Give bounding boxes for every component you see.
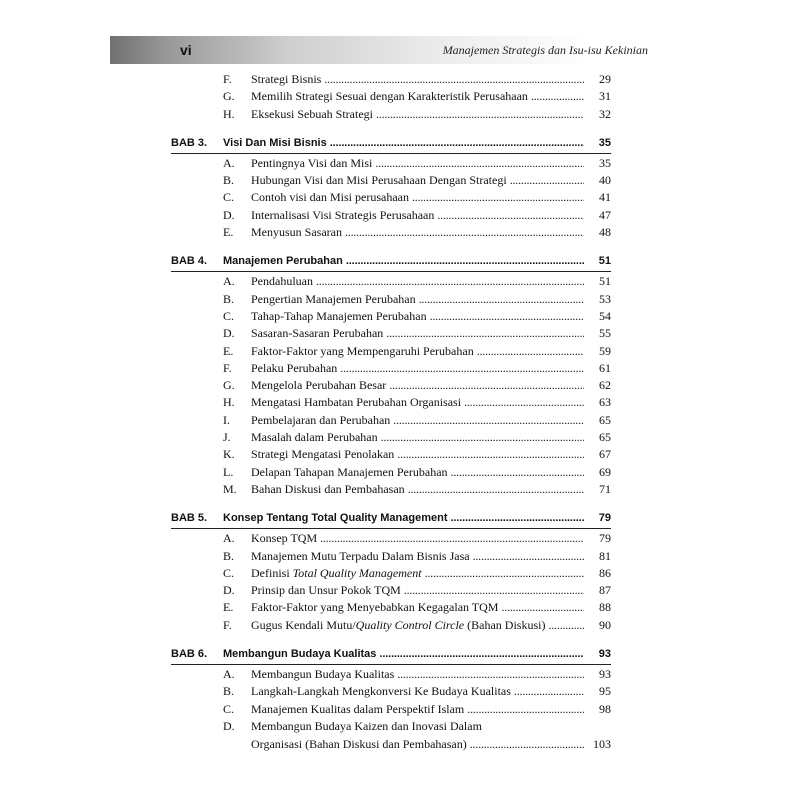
toc-entry[interactable] bbox=[171, 89, 611, 106]
entry-title: Gugus Kendali Mutu/Quality Control Circle (Bahan Diskusi) bbox=[251, 617, 546, 632]
entry-page: 40 bbox=[599, 173, 611, 188]
toc-entry[interactable] bbox=[171, 600, 611, 617]
chapter-number: BAB 3. bbox=[171, 136, 208, 149]
entry-letter: A. bbox=[223, 531, 235, 546]
entry-page: 62 bbox=[599, 378, 611, 393]
entry-letter: L. bbox=[223, 464, 234, 479]
entry-title-line2: Organisasi (Bahan Diskusi dan Pembahasan) bbox=[251, 736, 467, 751]
toc-entry[interactable] bbox=[171, 309, 611, 326]
entry-letter: C. bbox=[223, 701, 235, 716]
entry-letter: A. bbox=[223, 667, 235, 682]
entry-letter: H. bbox=[223, 395, 235, 410]
entry-page: 69 bbox=[599, 464, 611, 479]
entry-letter: E. bbox=[223, 225, 234, 240]
entry-title: Memilih Strategi Sesuai dengan Karakteristik Perusahaan bbox=[251, 89, 528, 104]
entry-page: 103 bbox=[593, 736, 611, 751]
entry-page: 71 bbox=[599, 481, 611, 496]
chapter-title: Konsep Tentang Total Quality Management bbox=[223, 512, 448, 525]
entry-letter: D. bbox=[223, 718, 235, 733]
entry-letter: K. bbox=[223, 447, 235, 462]
entry-title: Pengertian Manajemen Perubahan bbox=[251, 291, 416, 306]
toc-entry[interactable] bbox=[171, 531, 611, 548]
entry-title: Pentingnya Visi dan Misi bbox=[251, 155, 373, 170]
toc-entry[interactable] bbox=[171, 395, 611, 412]
entry-letter: G. bbox=[223, 89, 235, 104]
entry-page: 98 bbox=[599, 701, 611, 716]
toc-entry[interactable] bbox=[171, 274, 611, 291]
running-title: Manajemen Strategis dan Isu-isu Kekinian bbox=[442, 43, 648, 57]
entry-page: 48 bbox=[599, 225, 611, 240]
entry-page: 86 bbox=[599, 565, 611, 580]
entry-title: Hubungan Visi dan Misi Perusahaan Dengan Strategi bbox=[251, 173, 507, 188]
entry-page: 93 bbox=[599, 667, 611, 682]
entry-title: Bahan Diskusi dan Pembahasan bbox=[251, 481, 405, 496]
entry-letter: J. bbox=[223, 430, 231, 445]
entry-letter: B. bbox=[223, 548, 235, 563]
entry-page: 90 bbox=[599, 617, 611, 632]
entry-letter: G. bbox=[223, 378, 235, 393]
entry-title: Definisi Total Quality Management bbox=[251, 565, 422, 580]
entry-title: Mengelola Perubahan Besar bbox=[251, 378, 387, 393]
entry-letter: D. bbox=[223, 207, 235, 222]
entry-title: Mengatasi Hambatan Perubahan Organisasi bbox=[251, 395, 462, 410]
toc-entry[interactable] bbox=[171, 667, 611, 684]
entry-letter: C. bbox=[223, 308, 235, 323]
entry-page: 35 bbox=[599, 155, 611, 170]
chapter-title: Membangun Budaya Kualitas bbox=[223, 648, 377, 661]
toc-entry[interactable] bbox=[171, 549, 611, 566]
entry-title: Menyusun Sasaran bbox=[251, 225, 342, 240]
toc-entry[interactable] bbox=[171, 378, 611, 395]
toc-entry[interactable] bbox=[171, 465, 611, 482]
entry-page: 95 bbox=[599, 684, 611, 699]
entry-letter: A. bbox=[223, 155, 235, 170]
entry-letter: B. bbox=[223, 684, 235, 699]
chapter-number: BAB 6. bbox=[171, 648, 208, 661]
toc-entry[interactable] bbox=[171, 344, 611, 361]
toc-entry[interactable] bbox=[171, 156, 611, 173]
chapter-page: 51 bbox=[598, 255, 611, 268]
toc-entry[interactable] bbox=[171, 292, 611, 309]
entry-page: 55 bbox=[599, 326, 611, 341]
entry-title: Strategi Bisnis bbox=[251, 72, 322, 86]
entry-title: Pelaku Perubahan bbox=[251, 360, 338, 375]
entry-page: 47 bbox=[599, 207, 611, 222]
chapter-heading[interactable] bbox=[171, 645, 611, 667]
entry-page: 29 bbox=[599, 72, 611, 86]
toc-entry[interactable] bbox=[171, 107, 611, 124]
toc-entry[interactable] bbox=[171, 72, 611, 89]
entry-letter: D. bbox=[223, 583, 235, 598]
entry-page: 65 bbox=[599, 412, 611, 427]
entry-page: 59 bbox=[599, 343, 611, 358]
entry-page: 53 bbox=[599, 291, 611, 306]
entry-page: 54 bbox=[599, 308, 611, 323]
chapter-number: BAB 5. bbox=[171, 512, 208, 525]
entry-letter: M. bbox=[223, 481, 237, 496]
toc-entry[interactable] bbox=[171, 684, 611, 701]
toc-entry[interactable] bbox=[171, 326, 611, 343]
entry-title: Strategi Mengatasi Penolakan bbox=[251, 447, 395, 462]
entry-title: Tahap-Tahap Manajemen Perubahan bbox=[251, 308, 427, 323]
page-number: vi bbox=[180, 42, 192, 58]
toc-entry[interactable] bbox=[171, 719, 611, 737]
entry-title: Sasaran-Sasaran Perubahan bbox=[251, 326, 384, 341]
entry-page: 81 bbox=[599, 548, 611, 563]
toc-entry[interactable] bbox=[171, 430, 611, 447]
entry-title: Pembelajaran dan Perubahan bbox=[251, 412, 391, 427]
chapter-page: 35 bbox=[598, 136, 611, 149]
entry-title: Faktor-Faktor yang Menyebabkan Kegagalan TQM bbox=[251, 600, 499, 615]
toc-entry[interactable] bbox=[171, 618, 611, 635]
entry-title: Delapan Tahapan Manajemen Perubahan bbox=[251, 464, 448, 479]
entry-title: Prinsip dan Unsur Pokok TQM bbox=[251, 583, 401, 598]
entry-page: 31 bbox=[599, 89, 611, 104]
entry-letter: H. bbox=[223, 106, 235, 121]
table-of-contents bbox=[171, 72, 611, 755]
entry-letter: E. bbox=[223, 343, 234, 358]
chapter-heading[interactable] bbox=[171, 509, 611, 531]
entry-page: 79 bbox=[599, 531, 611, 546]
entry-page: 51 bbox=[599, 274, 611, 289]
chapter-title: Manajemen Perubahan bbox=[223, 255, 343, 268]
toc-entry[interactable] bbox=[171, 225, 611, 242]
entry-letter: E. bbox=[223, 600, 234, 615]
entry-letter: C. bbox=[223, 190, 235, 205]
entry-letter: C. bbox=[223, 565, 235, 580]
chapter-heading[interactable] bbox=[171, 134, 611, 156]
entry-letter: B. bbox=[223, 173, 235, 188]
toc-entry[interactable] bbox=[171, 190, 611, 207]
entry-letter: F. bbox=[223, 72, 232, 86]
chapter-page: 93 bbox=[598, 648, 611, 661]
entry-title: Pendahuluan bbox=[251, 274, 313, 289]
toc-entry[interactable] bbox=[171, 361, 611, 378]
entry-letter: I. bbox=[223, 412, 230, 427]
entry-title: Membangun Budaya Kaizen dan Inovasi Dalam bbox=[251, 718, 482, 733]
entry-title: Membangun Budaya Kualitas bbox=[251, 667, 395, 682]
entry-page: 63 bbox=[599, 395, 611, 410]
entry-letter: F. bbox=[223, 617, 232, 632]
entry-title: Faktor-Faktor yang Mempengaruhi Perubahan bbox=[251, 343, 474, 358]
toc-entry[interactable] bbox=[171, 208, 611, 225]
entry-page: 87 bbox=[599, 583, 611, 598]
entry-page: 41 bbox=[599, 190, 611, 205]
toc-entry[interactable] bbox=[171, 566, 611, 583]
entry-title: Konsep TQM bbox=[251, 531, 318, 546]
entry-letter: A. bbox=[223, 274, 235, 289]
entry-title: Langkah-Langkah Mengkonversi Ke Budaya Kualitas bbox=[251, 684, 511, 699]
entry-title: Contoh visi dan Misi perusahaan bbox=[251, 190, 409, 205]
toc-entry[interactable] bbox=[171, 702, 611, 719]
toc-entry[interactable] bbox=[171, 583, 611, 600]
entry-page: 32 bbox=[599, 106, 611, 121]
toc-entry[interactable] bbox=[171, 447, 611, 464]
chapter-title: Visi Dan Misi Bisnis bbox=[223, 136, 327, 149]
entry-title: Masalah dalam Perubahan bbox=[251, 430, 378, 445]
entry-page: 88 bbox=[599, 600, 611, 615]
entry-title: Internalisasi Visi Strategis Perusahaan bbox=[251, 207, 435, 222]
chapter-page: 79 bbox=[598, 512, 611, 525]
entry-page: 65 bbox=[599, 430, 611, 445]
toc-entry[interactable] bbox=[171, 482, 611, 499]
toc-entry-continuation[interactable] bbox=[171, 737, 611, 755]
chapter-number: BAB 4. bbox=[171, 255, 208, 268]
entry-title: Manajemen Kualitas dalam Perspektif Islam bbox=[251, 701, 465, 716]
entry-letter: F. bbox=[223, 360, 232, 375]
entry-title: Eksekusi Sebuah Strategi bbox=[251, 106, 373, 121]
toc-entry[interactable] bbox=[171, 173, 611, 190]
entry-letter: B. bbox=[223, 291, 235, 306]
entry-page: 61 bbox=[599, 360, 611, 375]
entry-page: 67 bbox=[599, 447, 611, 462]
toc-entry[interactable] bbox=[171, 413, 611, 430]
entry-title: Manajemen Mutu Terpadu Dalam Bisnis Jasa bbox=[251, 548, 470, 563]
entry-letter: D. bbox=[223, 326, 235, 341]
chapter-heading[interactable] bbox=[171, 252, 611, 274]
